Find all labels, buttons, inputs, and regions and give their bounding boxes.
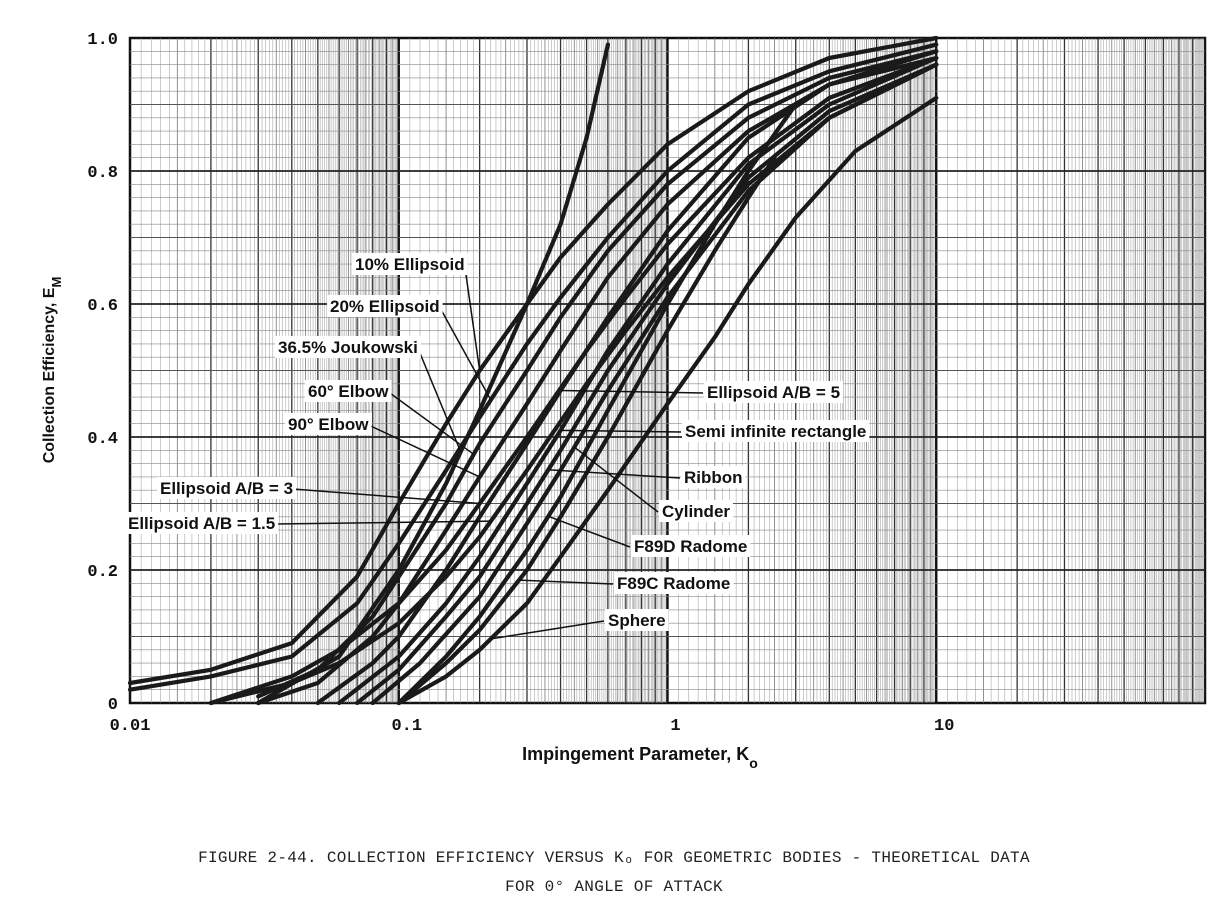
curve-label: Sphere (608, 611, 666, 630)
curve-label: Ellipsoid A/B = 1.5 (128, 514, 276, 533)
chart-grid (130, 38, 1205, 703)
curve-label: Ribbon (684, 468, 743, 487)
curve-label: Semi infinite rectangle (685, 422, 867, 441)
y-tick-label: 0.4 (87, 430, 118, 449)
curve-label: Ellipsoid A/B = 5 (707, 383, 841, 402)
curve-label: F89C Radome (617, 574, 731, 593)
y-tick-label: 0 (107, 696, 118, 715)
curve-label: 10% Ellipsoid (355, 255, 465, 274)
figure-caption-line-2: FOR 0° ANGLE OF ATTACK (505, 878, 723, 896)
y-tick-label: 0.8 (87, 164, 118, 183)
curve-label: 90° Elbow (288, 415, 369, 434)
curve-label: 20% Ellipsoid (330, 297, 440, 316)
curve-label: Ellipsoid A/B = 3 (160, 479, 294, 498)
y-tick-label: 1.0 (87, 31, 118, 50)
figure-caption-line-1: FIGURE 2-44. COLLECTION EFFICIENCY VERSUS Kₒ FOR GEOMETRIC BODIES - THEORETICAL DATA (198, 849, 1030, 867)
x-tick-label: 0.01 (109, 717, 151, 736)
x-tick-label: 0.1 (391, 717, 423, 736)
curve-label: 36.5% Joukowski (278, 338, 418, 357)
y-tick-label: 0.6 (87, 297, 118, 316)
curve-label: 60° Elbow (308, 382, 389, 401)
x-tick-label: 1 (670, 717, 681, 736)
x-tick-label: 10 (934, 717, 955, 736)
curve-label: F89D Radome (634, 537, 748, 556)
x-axis-label: Impingement Parameter, $K_o$ (522, 744, 758, 771)
y-tick-label: 0.2 (87, 563, 118, 582)
y-axis-label: Collection Efficiency, $E_M$ (41, 276, 64, 464)
curve-label: Cylinder (662, 502, 731, 521)
